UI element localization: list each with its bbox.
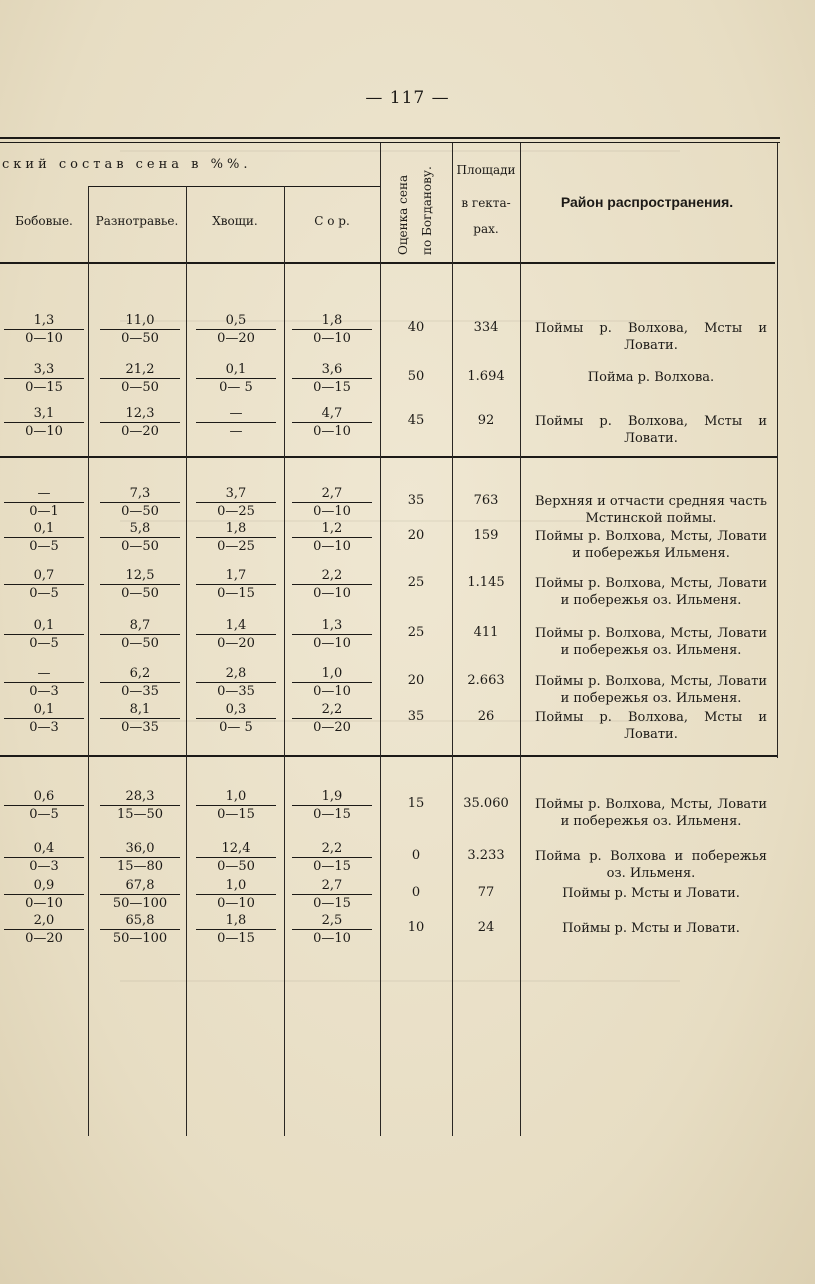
fraction-range: 0—15: [196, 584, 276, 602]
fraction-mean: 1,3: [33, 313, 55, 328]
fraction-range: 50—100: [100, 929, 180, 947]
fraction-range: 15—50: [100, 805, 180, 823]
fraction-cell: [4, 405, 84, 440]
fraction-mean: 0,7: [33, 568, 55, 583]
fraction-range: 0—3: [4, 718, 84, 736]
fraction-mean: 3,3: [33, 362, 55, 377]
fraction-range: 0—10: [292, 329, 372, 347]
rating-cell: 10: [407, 920, 425, 935]
fraction-range: 0—10: [292, 682, 372, 700]
fraction-range: 0—5: [4, 805, 84, 823]
fraction-mean: —: [229, 406, 243, 421]
col-horsetails-header: Хвощи.: [212, 214, 258, 228]
fraction-cell: [196, 520, 276, 555]
region-cell: Поймы р. Мсты и Ловати.: [562, 921, 740, 936]
fraction-mean: 5,8: [129, 521, 151, 536]
fraction-range: 0—20: [100, 422, 180, 440]
fraction-cell: [100, 788, 180, 823]
fraction-range: 0—10: [4, 329, 84, 347]
column-rule: [520, 143, 521, 1136]
fraction-range: 0—10: [292, 634, 372, 652]
fraction-cell: [196, 840, 276, 875]
rating-cell: 35: [407, 709, 425, 724]
fraction-cell: [196, 701, 276, 736]
fraction-range: 0— 5: [196, 378, 276, 396]
fraction-range: 0—25: [196, 502, 276, 520]
fraction-cell: [4, 567, 84, 602]
rating-cell: 25: [407, 625, 425, 640]
fraction-mean: 2,2: [321, 568, 343, 583]
fraction-range: 0—15: [292, 894, 372, 912]
fraction-mean: 1,8: [225, 521, 247, 536]
rating-cell: 20: [407, 673, 425, 688]
fraction-cell: [100, 877, 180, 912]
column-rule: [88, 186, 89, 1136]
region-cell: Поймы р. Волхова, Мсты и Ловати.: [535, 321, 767, 353]
top-rule: [0, 137, 780, 139]
fraction-mean: 11,0: [125, 313, 155, 328]
fraction-cell: [196, 665, 276, 700]
fraction-range: —: [196, 422, 276, 440]
area-cell: 92: [477, 413, 495, 428]
fraction-mean: 1,9: [321, 789, 343, 804]
col-area-header-line3: рах.: [473, 222, 499, 236]
fraction-cell: [100, 520, 180, 555]
fraction-mean: 1,2: [321, 521, 343, 536]
fraction-range: 0—15: [4, 378, 84, 396]
fraction-cell: [4, 840, 84, 875]
fraction-mean: 67,8: [125, 878, 155, 893]
fraction-cell: [100, 912, 180, 947]
fraction-range: 0—50: [100, 378, 180, 396]
fraction-cell: [292, 665, 372, 700]
fraction-range: 0—10: [292, 502, 372, 520]
fraction-cell: [100, 485, 180, 520]
rating-cell: 25: [407, 575, 425, 590]
fraction-mean: 1,0: [321, 666, 343, 681]
col-weeds-header: С о р.: [314, 214, 350, 228]
fraction-cell: [292, 877, 372, 912]
fraction-range: 0—20: [196, 329, 276, 347]
fraction-mean: 0,3: [225, 702, 247, 717]
fraction-cell: [4, 520, 84, 555]
fraction-cell: [292, 617, 372, 652]
rating-cell: 45: [407, 413, 425, 428]
fraction-cell: [292, 405, 372, 440]
area-cell: 1.694: [467, 369, 505, 384]
fraction-range: 0—1: [4, 502, 84, 520]
column-rule: [452, 143, 453, 1136]
fraction-range: 0—50: [196, 857, 276, 875]
fraction-range: 0—5: [4, 634, 84, 652]
fraction-cell: [100, 361, 180, 396]
fraction-range: 0—3: [4, 682, 84, 700]
fraction-cell: [4, 912, 84, 947]
fraction-cell: [4, 877, 84, 912]
fraction-mean: 0,6: [33, 789, 55, 804]
fraction-mean: 2,0: [33, 913, 55, 928]
area-cell: 3.233: [467, 848, 505, 863]
area-cell: 1.145: [467, 575, 505, 590]
fraction-cell: [100, 701, 180, 736]
fraction-cell: [196, 405, 276, 440]
region-cell: Поймы р. Волхова, Мсты, Ловати и побережья оз. Ильменя.: [535, 797, 767, 829]
fraction-range: 0—35: [100, 718, 180, 736]
fraction-mean: 2,5: [321, 913, 343, 928]
fraction-mean: 0,1: [33, 618, 55, 633]
col-legumes-header: Бобовые.: [15, 214, 73, 228]
fraction-cell: [4, 485, 84, 520]
header-bottom-rule: [0, 262, 775, 264]
bleed-through: [120, 980, 680, 982]
col-region-header: Район распространения.: [560, 194, 734, 210]
rating-cell: 20: [407, 528, 425, 543]
fraction-range: 0—5: [4, 537, 84, 555]
fraction-cell: [196, 361, 276, 396]
fraction-mean: 1,3: [321, 618, 343, 633]
fraction-mean: 0,1: [225, 362, 247, 377]
fraction-range: 0—20: [292, 718, 372, 736]
fraction-cell: [292, 361, 372, 396]
fraction-cell: [100, 405, 180, 440]
rating-cell: 40: [407, 320, 425, 335]
fraction-range: 0—15: [196, 929, 276, 947]
region-cell: Поймы р. Волхова, Мсты, Ловати и побережья оз. Ильменя.: [535, 626, 767, 658]
fraction-cell: [196, 567, 276, 602]
fraction-mean: 36,0: [125, 841, 155, 856]
fraction-mean: 2,8: [225, 666, 247, 681]
region-cell: Поймы р. Волхова, Мсты, Ловати и побережья оз. Ильменя.: [535, 576, 767, 608]
fraction-cell: [100, 567, 180, 602]
fraction-range: 0—50: [100, 634, 180, 652]
fraction-cell: [196, 617, 276, 652]
column-rule: [380, 143, 381, 1136]
region-cell: Поймы р. Волхова, Мсты и Ловати.: [535, 414, 767, 446]
fraction-mean: 7,3: [129, 486, 151, 501]
fraction-cell: [100, 840, 180, 875]
region-cell: Поймы р. Волхова, Мсты, Ловати и побережья Ильменя.: [535, 529, 767, 561]
column-rule: [284, 186, 285, 1136]
fraction-range: 0—25: [196, 537, 276, 555]
fraction-cell: [196, 912, 276, 947]
fraction-range: 0—10: [292, 422, 372, 440]
fraction-mean: 8,1: [129, 702, 151, 717]
fraction-cell: [196, 485, 276, 520]
fraction-mean: 2,7: [321, 878, 343, 893]
rating-cell: 0: [411, 848, 421, 863]
region-cell: Пойма р. Волхова и побережья оз. Ильменя.: [535, 849, 767, 881]
fraction-mean: 2,2: [321, 841, 343, 856]
area-cell: 159: [473, 528, 499, 543]
group-divider: [0, 456, 777, 458]
fraction-range: 0— 5: [196, 718, 276, 736]
fraction-range: 0—35: [196, 682, 276, 700]
group-title: ский состав сена в %%.: [2, 157, 252, 172]
fraction-mean: 1,7: [225, 568, 247, 583]
fraction-range: 0—20: [4, 929, 84, 947]
col-rating-header-line1: Оценка сена: [396, 174, 410, 255]
fraction-cell: [196, 312, 276, 347]
rating-cell: 50: [407, 369, 425, 384]
fraction-range: 0—15: [196, 805, 276, 823]
fraction-range: 0—10: [292, 929, 372, 947]
top-rule-thin: [0, 142, 780, 143]
rating-cell: 0: [411, 885, 421, 900]
fraction-cell: [292, 312, 372, 347]
fraction-mean: 1,0: [225, 878, 247, 893]
fraction-range: 0—50: [100, 584, 180, 602]
region-cell: Пойма р. Волхова.: [587, 370, 715, 385]
fraction-mean: 0,1: [33, 521, 55, 536]
fraction-range: 0—10: [4, 422, 84, 440]
fraction-mean: 4,7: [321, 406, 343, 421]
region-cell: Верхняя и отчасти средняя часть Мстинской поймы.: [535, 494, 767, 526]
col-area-header-line2: в гекта-: [461, 196, 511, 210]
fraction-mean: 1,0: [225, 789, 247, 804]
fraction-mean: 0,5: [225, 313, 247, 328]
fraction-range: 0—15: [292, 857, 372, 875]
fraction-mean: 6,2: [129, 666, 151, 681]
fraction-range: 0—35: [100, 682, 180, 700]
subheader-rule: [88, 186, 380, 187]
fraction-mean: 1,4: [225, 618, 247, 633]
rating-cell: 35: [407, 493, 425, 508]
fraction-cell: [4, 617, 84, 652]
fraction-mean: 1,8: [321, 313, 343, 328]
fraction-mean: 12,3: [125, 406, 155, 421]
area-cell: 763: [473, 493, 499, 508]
fraction-mean: 65,8: [125, 913, 155, 928]
fraction-cell: [4, 361, 84, 396]
fraction-range: 0—10: [292, 537, 372, 555]
fraction-cell: [292, 520, 372, 555]
bleed-through: [120, 150, 680, 152]
area-cell: 411: [473, 625, 499, 640]
fraction-mean: 21,2: [125, 362, 155, 377]
fraction-mean: 3,1: [33, 406, 55, 421]
fraction-cell: [196, 788, 276, 823]
fraction-mean: 2,7: [321, 486, 343, 501]
fraction-range: 0—5: [4, 584, 84, 602]
fraction-cell: [292, 912, 372, 947]
fraction-range: 15—80: [100, 857, 180, 875]
fraction-range: 0—50: [100, 537, 180, 555]
region-cell: Поймы р. Волхова, Мсты, Ловати и побережья оз. Ильменя.: [535, 674, 767, 706]
fraction-range: 0—50: [100, 502, 180, 520]
fraction-range: 0—10: [196, 894, 276, 912]
fraction-mean: 1,8: [225, 913, 247, 928]
fraction-mean: 0,4: [33, 841, 55, 856]
fraction-range: 0—50: [100, 329, 180, 347]
area-cell: 77: [477, 885, 495, 900]
fraction-range: 50—100: [100, 894, 180, 912]
fraction-range: 0—15: [292, 378, 372, 396]
fraction-mean: 28,3: [125, 789, 155, 804]
fraction-cell: [4, 701, 84, 736]
fraction-cell: [292, 701, 372, 736]
fraction-cell: [292, 485, 372, 520]
fraction-range: 0—10: [292, 584, 372, 602]
area-cell: 35.060: [463, 796, 509, 811]
fraction-mean: 0,9: [33, 878, 55, 893]
fraction-cell: [100, 665, 180, 700]
column-rule: [777, 143, 778, 758]
fraction-cell: [196, 877, 276, 912]
fraction-cell: [4, 665, 84, 700]
region-cell: Поймы р. Волхова, Мсты и Ловати.: [535, 710, 767, 742]
fraction-cell: [100, 312, 180, 347]
fraction-cell: [4, 312, 84, 347]
fraction-mean: 0,1: [33, 702, 55, 717]
rating-cell: 15: [407, 796, 425, 811]
fraction-range: 0—15: [292, 805, 372, 823]
fraction-cell: [292, 788, 372, 823]
region-cell: Поймы р. Мсты и Ловати.: [562, 886, 740, 901]
fraction-cell: [292, 840, 372, 875]
fraction-range: 0—3: [4, 857, 84, 875]
fraction-range: 0—20: [196, 634, 276, 652]
column-rule: [186, 186, 187, 1136]
fraction-mean: 8,7: [129, 618, 151, 633]
fraction-mean: 2,2: [321, 702, 343, 717]
fraction-mean: 3,7: [225, 486, 247, 501]
col-herbs-header: Разнотравье.: [95, 214, 179, 228]
fraction-mean: 12,4: [221, 841, 251, 856]
group-divider: [0, 755, 777, 757]
fraction-cell: [4, 788, 84, 823]
fraction-range: 0—10: [4, 894, 84, 912]
fraction-mean: 3,6: [321, 362, 343, 377]
fraction-mean: 12,5: [125, 568, 155, 583]
fraction-mean: —: [37, 486, 51, 501]
area-cell: 24: [477, 920, 495, 935]
fraction-cell: [292, 567, 372, 602]
fraction-mean: —: [37, 666, 51, 681]
area-cell: 26: [477, 709, 495, 724]
fraction-cell: [100, 617, 180, 652]
page-number: — 117 —: [365, 88, 450, 108]
area-cell: 334: [473, 320, 499, 335]
area-cell: 2.663: [467, 673, 505, 688]
col-area-header-line1: Площади: [456, 163, 516, 177]
col-rating-header-line2: по Богданову.: [420, 166, 434, 255]
